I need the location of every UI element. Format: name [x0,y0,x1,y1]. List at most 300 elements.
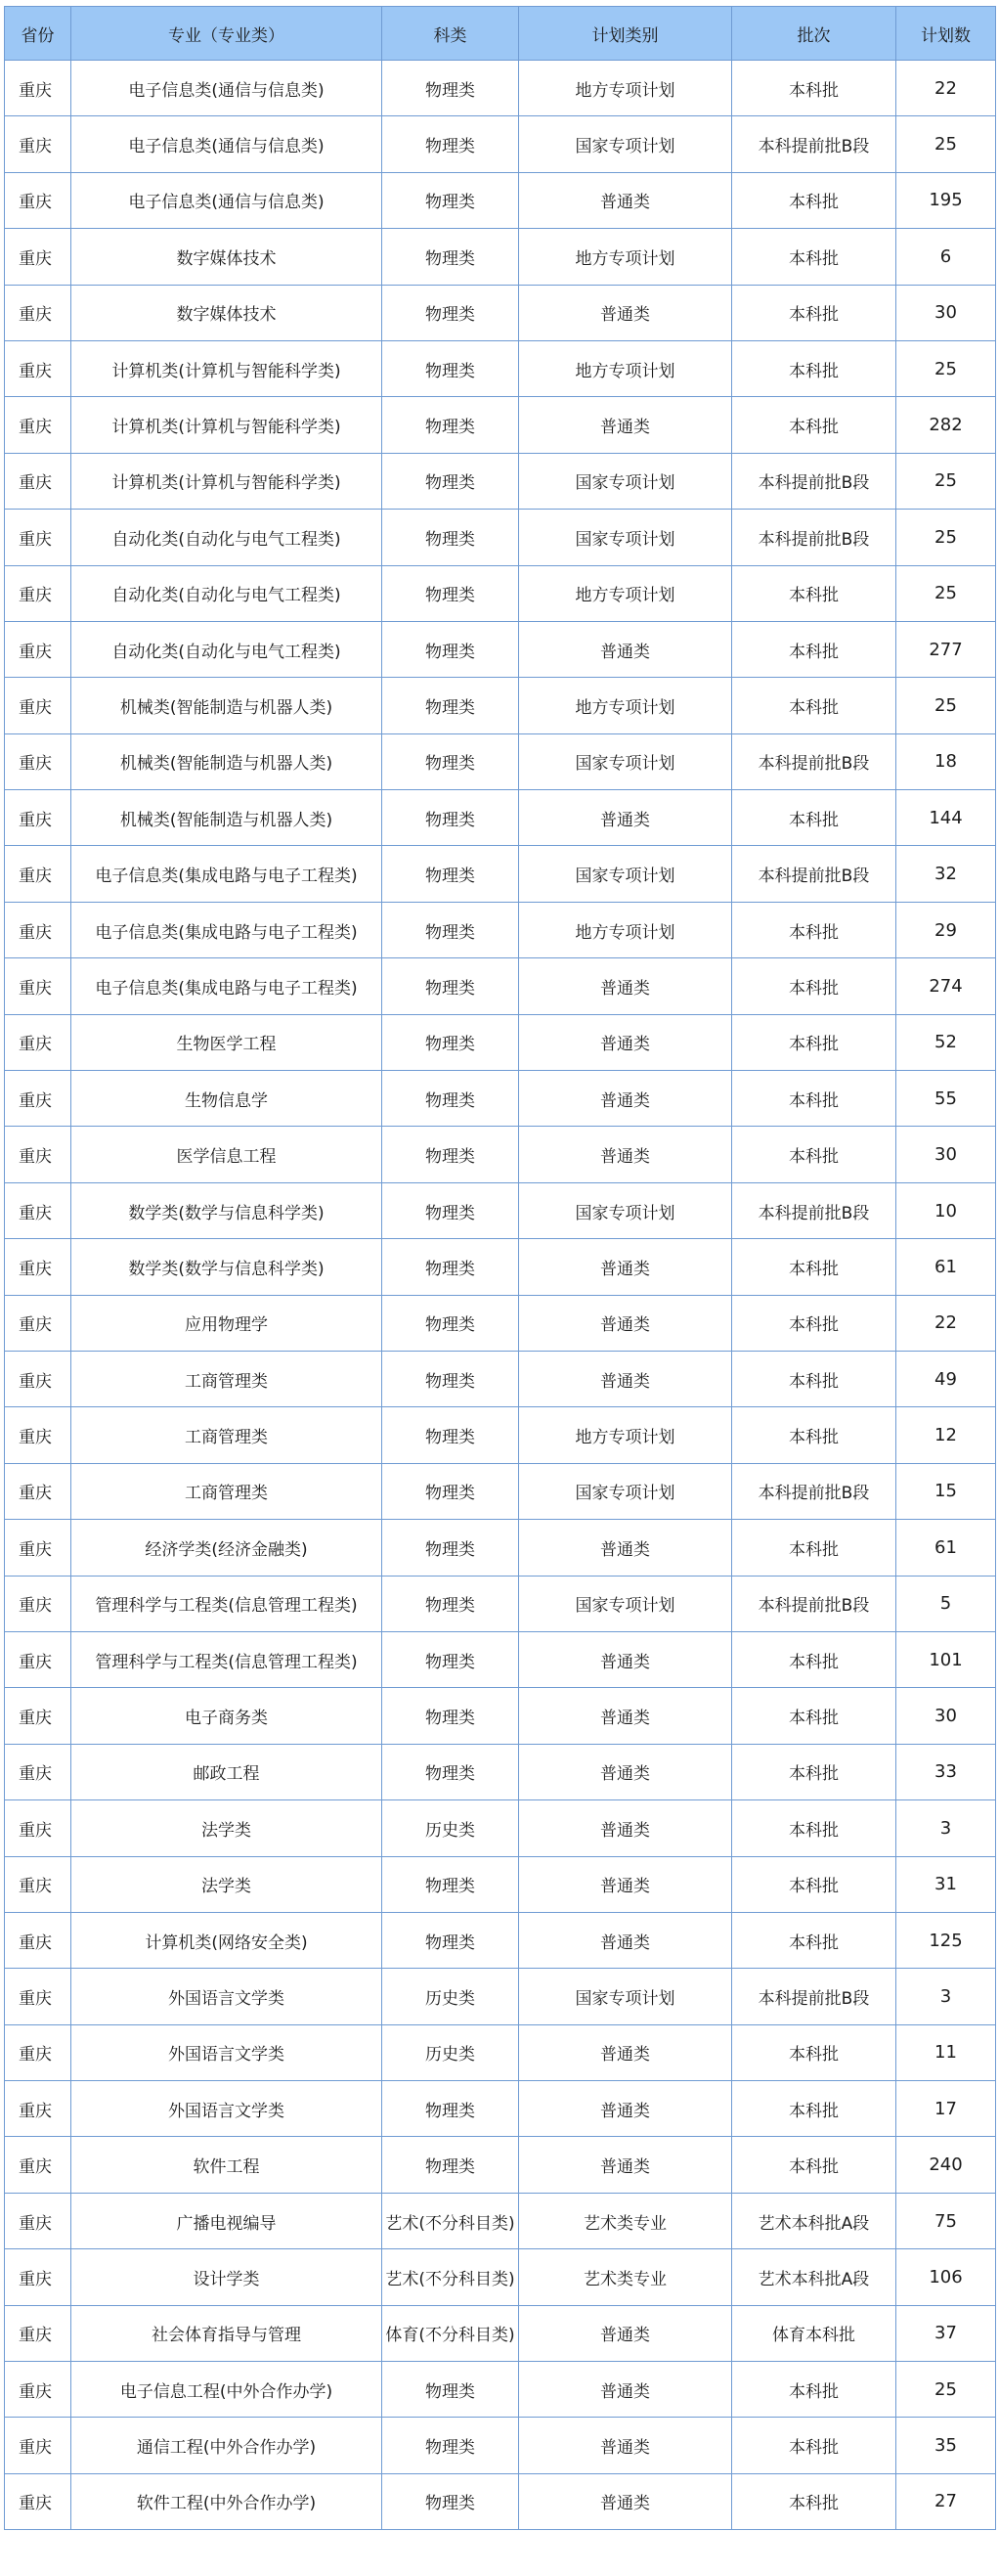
cell-plan-count: 52 [896,1014,996,1070]
table-row [5,733,996,789]
cell-province: 重庆 [5,2473,71,2529]
cell-major: 电子商务类 [71,1688,382,1744]
cell-batch: 本科提前批B段 [732,510,896,565]
cell-batch: 本科提前批B段 [732,1182,896,1238]
cell-batch: 本科批 [732,1351,896,1406]
cell-batch: 本科批 [732,1520,896,1576]
table-row [5,1631,996,1687]
cell-plan-type: 普通类 [519,2418,732,2473]
table-body [5,61,996,2530]
cell-batch: 本科批 [732,1407,896,1463]
cell-subject-category: 物理类 [382,1688,519,1744]
cell-plan-type: 国家专项计划 [519,733,732,789]
header-subject-category: 科类 [382,7,519,61]
cell-province: 重庆 [5,229,71,285]
cell-plan-count: 125 [896,1912,996,1968]
cell-plan-count: 25 [896,565,996,621]
cell-batch: 本科提前批B段 [732,453,896,509]
cell-province: 重庆 [5,340,71,396]
table-row [5,678,996,733]
cell-plan-count: 25 [896,453,996,509]
cell-major: 自动化类(自动化与电气工程类) [71,565,382,621]
cell-province: 重庆 [5,1407,71,1463]
cell-batch: 本科提前批B段 [732,846,896,902]
cell-plan-type: 地方专项计划 [519,61,732,116]
table-row [5,1295,996,1351]
cell-province: 重庆 [5,1969,71,2024]
cell-plan-type: 普通类 [519,1071,732,1127]
cell-subject-category: 物理类 [382,678,519,733]
cell-subject-category: 物理类 [382,1856,519,1912]
cell-batch: 体育本科批 [732,2305,896,2361]
cell-batch: 本科批 [732,1071,896,1127]
cell-plan-type: 国家专项计划 [519,846,732,902]
cell-plan-type: 普通类 [519,958,732,1014]
cell-major: 生物医学工程 [71,1014,382,1070]
cell-plan-count: 31 [896,1856,996,1912]
cell-major: 机械类(智能制造与机器人类) [71,733,382,789]
cell-batch: 本科批 [732,1631,896,1687]
cell-plan-count: 12 [896,1407,996,1463]
cell-subject-category: 物理类 [382,1576,519,1631]
cell-plan-type: 地方专项计划 [519,229,732,285]
table-row [5,453,996,509]
cell-plan-type: 普通类 [519,397,732,453]
cell-plan-count: 277 [896,621,996,677]
cell-batch: 本科批 [732,1127,896,1182]
cell-plan-count: 33 [896,1744,996,1799]
cell-subject-category: 物理类 [382,1744,519,1799]
cell-plan-count: 55 [896,1071,996,1127]
table-row [5,340,996,396]
cell-plan-count: 5 [896,1576,996,1631]
cell-plan-type: 普通类 [519,1856,732,1912]
cell-batch: 本科批 [732,678,896,733]
cell-province: 重庆 [5,958,71,1014]
table-row [5,2081,996,2137]
cell-plan-count: 30 [896,1688,996,1744]
table-row [5,621,996,677]
cell-province: 重庆 [5,678,71,733]
cell-batch: 本科批 [732,2473,896,2529]
cell-major: 外国语言文学类 [71,2081,382,2137]
cell-plan-type: 普通类 [519,1520,732,1576]
cell-plan-count: 35 [896,2418,996,2473]
table-row [5,2473,996,2529]
cell-major: 管理科学与工程类(信息管理工程类) [71,1576,382,1631]
cell-batch: 艺术本科批A段 [732,2193,896,2248]
cell-province: 重庆 [5,1182,71,1238]
table-row [5,2305,996,2361]
cell-province: 重庆 [5,902,71,957]
table-row [5,1014,996,1070]
cell-province: 重庆 [5,172,71,228]
cell-province: 重庆 [5,61,71,116]
cell-major: 计算机类(计算机与智能科学类) [71,453,382,509]
cell-province: 重庆 [5,1744,71,1799]
cell-major: 电子信息类(集成电路与电子工程类) [71,958,382,1014]
cell-plan-count: 101 [896,1631,996,1687]
cell-plan-count: 29 [896,902,996,957]
cell-plan-type: 国家专项计划 [519,1969,732,2024]
cell-plan-count: 61 [896,1239,996,1295]
cell-subject-category: 物理类 [382,510,519,565]
table-row [5,1576,996,1631]
table-row [5,2249,996,2305]
table-row [5,1800,996,1856]
cell-major: 计算机类(网络安全类) [71,1912,382,1968]
cell-plan-count: 22 [896,61,996,116]
cell-plan-count: 32 [896,846,996,902]
cell-subject-category: 物理类 [382,733,519,789]
cell-subject-category: 物理类 [382,621,519,677]
cell-major: 生物信息学 [71,1071,382,1127]
cell-province: 重庆 [5,621,71,677]
cell-subject-category: 物理类 [382,61,519,116]
table-row [5,1407,996,1463]
enrollment-plan-table [4,6,996,2530]
table-row [5,2193,996,2248]
cell-plan-count: 27 [896,2473,996,2529]
table-row [5,1182,996,1238]
cell-subject-category: 物理类 [382,1463,519,1519]
cell-major: 法学类 [71,1800,382,1856]
cell-batch: 本科提前批B段 [732,1969,896,2024]
cell-plan-count: 25 [896,116,996,172]
cell-province: 重庆 [5,2081,71,2137]
cell-plan-type: 普通类 [519,1744,732,1799]
cell-major: 经济学类(经济金融类) [71,1520,382,1576]
cell-plan-type: 普通类 [519,1631,732,1687]
header-province: 省份 [5,7,71,61]
cell-plan-type: 普通类 [519,1239,732,1295]
cell-major: 电子信息工程(中外合作办学) [71,2362,382,2418]
cell-major: 邮政工程 [71,1744,382,1799]
cell-subject-category: 物理类 [382,1127,519,1182]
cell-plan-type: 普通类 [519,2473,732,2529]
cell-subject-category: 物理类 [382,1351,519,1406]
cell-plan-type: 普通类 [519,1127,732,1182]
cell-plan-type: 国家专项计划 [519,453,732,509]
cell-province: 重庆 [5,1295,71,1351]
cell-major: 管理科学与工程类(信息管理工程类) [71,1631,382,1687]
cell-province: 重庆 [5,733,71,789]
cell-major: 设计学类 [71,2249,382,2305]
cell-major: 电子信息类(通信与信息类) [71,61,382,116]
cell-major: 工商管理类 [71,1351,382,1406]
cell-batch: 本科批 [732,1014,896,1070]
cell-plan-count: 15 [896,1463,996,1519]
cell-batch: 艺术本科批A段 [732,2249,896,2305]
table-row [5,1351,996,1406]
table-row [5,172,996,228]
cell-plan-count: 30 [896,285,996,340]
cell-plan-type: 普通类 [519,1688,732,1744]
enrollment-plan-table-container [4,6,995,2530]
cell-subject-category: 物理类 [382,116,519,172]
cell-plan-count: 75 [896,2193,996,2248]
cell-subject-category: 艺术(不分科目类) [382,2193,519,2248]
table-row [5,1688,996,1744]
table-row [5,790,996,846]
cell-batch: 本科批 [732,1239,896,1295]
cell-batch: 本科批 [732,397,896,453]
cell-province: 重庆 [5,2418,71,2473]
cell-plan-count: 25 [896,510,996,565]
table-row [5,2362,996,2418]
cell-subject-category: 物理类 [382,1239,519,1295]
cell-batch: 本科批 [732,958,896,1014]
cell-province: 重庆 [5,2305,71,2361]
cell-province: 重庆 [5,1520,71,1576]
cell-major: 工商管理类 [71,1407,382,1463]
cell-province: 重庆 [5,285,71,340]
cell-subject-category: 历史类 [382,2024,519,2080]
cell-major: 软件工程 [71,2137,382,2193]
cell-major: 医学信息工程 [71,1127,382,1182]
header-batch: 批次 [732,7,896,61]
cell-plan-type: 国家专项计划 [519,1182,732,1238]
cell-plan-count: 274 [896,958,996,1014]
cell-plan-count: 282 [896,397,996,453]
cell-subject-category: 物理类 [382,2473,519,2529]
cell-batch: 本科批 [732,790,896,846]
cell-plan-type: 普通类 [519,1912,732,1968]
cell-province: 重庆 [5,1014,71,1070]
cell-major: 工商管理类 [71,1463,382,1519]
table-row [5,2137,996,2193]
cell-major: 电子信息类(集成电路与电子工程类) [71,846,382,902]
table-row [5,1463,996,1519]
cell-subject-category: 体育(不分科目类) [382,2305,519,2361]
cell-batch: 本科批 [732,565,896,621]
cell-subject-category: 物理类 [382,2137,519,2193]
cell-province: 重庆 [5,1351,71,1406]
cell-plan-type: 普通类 [519,1351,732,1406]
cell-plan-count: 6 [896,229,996,285]
table-row [5,1520,996,1576]
cell-plan-count: 49 [896,1351,996,1406]
table-row [5,565,996,621]
cell-province: 重庆 [5,453,71,509]
table-row [5,116,996,172]
cell-subject-category: 物理类 [382,565,519,621]
cell-batch: 本科批 [732,172,896,228]
cell-subject-category: 物理类 [382,958,519,1014]
cell-major: 数字媒体技术 [71,229,382,285]
cell-plan-type: 地方专项计划 [519,565,732,621]
cell-plan-type: 国家专项计划 [519,1463,732,1519]
cell-major: 电子信息类(通信与信息类) [71,116,382,172]
cell-major: 软件工程(中外合作办学) [71,2473,382,2529]
cell-plan-type: 普通类 [519,790,732,846]
header-row [5,7,996,61]
cell-major: 电子信息类(集成电路与电子工程类) [71,902,382,957]
cell-province: 重庆 [5,2024,71,2080]
cell-plan-count: 3 [896,1800,996,1856]
cell-plan-type: 地方专项计划 [519,902,732,957]
cell-major: 数学类(数学与信息科学类) [71,1239,382,1295]
cell-plan-count: 61 [896,1520,996,1576]
cell-province: 重庆 [5,397,71,453]
table-row [5,902,996,957]
table-row [5,1856,996,1912]
cell-province: 重庆 [5,565,71,621]
cell-subject-category: 物理类 [382,1295,519,1351]
cell-batch: 本科批 [732,2418,896,2473]
cell-batch: 本科批 [732,340,896,396]
table-row [5,510,996,565]
cell-subject-category: 物理类 [382,340,519,396]
cell-plan-type: 普通类 [519,621,732,677]
cell-major: 计算机类(计算机与智能科学类) [71,340,382,396]
cell-plan-type: 地方专项计划 [519,678,732,733]
cell-batch: 本科批 [732,621,896,677]
cell-batch: 本科提前批B段 [732,1576,896,1631]
cell-plan-count: 25 [896,2362,996,2418]
cell-major: 机械类(智能制造与机器人类) [71,678,382,733]
cell-subject-category: 艺术(不分科目类) [382,2249,519,2305]
cell-subject-category: 物理类 [382,1520,519,1576]
cell-plan-type: 普通类 [519,2362,732,2418]
cell-batch: 本科批 [732,1800,896,1856]
cell-major: 广播电视编导 [71,2193,382,2248]
cell-major: 机械类(智能制造与机器人类) [71,790,382,846]
cell-subject-category: 物理类 [382,846,519,902]
cell-major: 法学类 [71,1856,382,1912]
table-row [5,1071,996,1127]
cell-batch: 本科提前批B段 [732,1463,896,1519]
cell-plan-type: 艺术类专业 [519,2193,732,2248]
cell-province: 重庆 [5,116,71,172]
cell-subject-category: 物理类 [382,1631,519,1687]
cell-plan-type: 普通类 [519,2305,732,2361]
cell-major: 电子信息类(通信与信息类) [71,172,382,228]
cell-batch: 本科提前批B段 [732,116,896,172]
cell-plan-count: 3 [896,1969,996,2024]
table-row [5,397,996,453]
cell-batch: 本科批 [732,1295,896,1351]
table-row [5,846,996,902]
table-row [5,1127,996,1182]
cell-plan-type: 普通类 [519,1800,732,1856]
cell-batch: 本科批 [732,1912,896,1968]
cell-plan-type: 地方专项计划 [519,340,732,396]
cell-batch: 本科批 [732,229,896,285]
cell-plan-count: 195 [896,172,996,228]
cell-plan-type: 艺术类专业 [519,2249,732,2305]
cell-plan-count: 10 [896,1182,996,1238]
table-row [5,2024,996,2080]
cell-province: 重庆 [5,1688,71,1744]
cell-subject-category: 物理类 [382,172,519,228]
cell-plan-type: 普通类 [519,2137,732,2193]
cell-major: 数字媒体技术 [71,285,382,340]
cell-province: 重庆 [5,1631,71,1687]
cell-subject-category: 物理类 [382,1014,519,1070]
table-row [5,1969,996,2024]
cell-province: 重庆 [5,1071,71,1127]
cell-plan-count: 11 [896,2024,996,2080]
header-plan-type: 计划类别 [519,7,732,61]
cell-plan-type: 地方专项计划 [519,1407,732,1463]
cell-batch: 本科批 [732,2137,896,2193]
cell-subject-category: 物理类 [382,902,519,957]
cell-plan-type: 国家专项计划 [519,510,732,565]
cell-plan-type: 普通类 [519,172,732,228]
cell-province: 重庆 [5,2193,71,2248]
cell-subject-category: 物理类 [382,1182,519,1238]
table-row [5,958,996,1014]
cell-major: 社会体育指导与管理 [71,2305,382,2361]
table-row [5,1912,996,1968]
table-row [5,285,996,340]
cell-province: 重庆 [5,2362,71,2418]
table-row [5,61,996,116]
table-row [5,2418,996,2473]
cell-province: 重庆 [5,1576,71,1631]
cell-province: 重庆 [5,510,71,565]
cell-batch: 本科批 [732,1856,896,1912]
cell-batch: 本科批 [732,285,896,340]
cell-province: 重庆 [5,1127,71,1182]
cell-plan-count: 37 [896,2305,996,2361]
cell-major: 应用物理学 [71,1295,382,1351]
cell-major: 计算机类(计算机与智能科学类) [71,397,382,453]
cell-plan-type: 国家专项计划 [519,1576,732,1631]
cell-subject-category: 物理类 [382,453,519,509]
cell-subject-category: 历史类 [382,1969,519,2024]
cell-plan-type: 普通类 [519,1295,732,1351]
cell-province: 重庆 [5,790,71,846]
header-plan-count: 计划数 [896,7,996,61]
cell-subject-category: 物理类 [382,229,519,285]
cell-major: 通信工程(中外合作办学) [71,2418,382,2473]
cell-plan-type: 国家专项计划 [519,116,732,172]
cell-plan-count: 144 [896,790,996,846]
cell-province: 重庆 [5,1239,71,1295]
cell-plan-count: 25 [896,678,996,733]
cell-plan-type: 普通类 [519,2081,732,2137]
cell-batch: 本科批 [732,1688,896,1744]
cell-batch: 本科批 [732,61,896,116]
cell-plan-count: 30 [896,1127,996,1182]
cell-subject-category: 物理类 [382,790,519,846]
cell-province: 重庆 [5,1800,71,1856]
cell-province: 重庆 [5,846,71,902]
cell-batch: 本科批 [732,1744,896,1799]
cell-subject-category: 物理类 [382,2418,519,2473]
cell-plan-count: 240 [896,2137,996,2193]
cell-batch: 本科批 [732,2081,896,2137]
header-major: 专业（专业类） [71,7,382,61]
cell-major: 自动化类(自动化与电气工程类) [71,510,382,565]
table-row [5,1239,996,1295]
cell-subject-category: 历史类 [382,1800,519,1856]
table-row [5,1744,996,1799]
cell-province: 重庆 [5,1912,71,1968]
cell-subject-category: 物理类 [382,1407,519,1463]
cell-plan-count: 17 [896,2081,996,2137]
table-header [5,7,996,61]
cell-major: 自动化类(自动化与电气工程类) [71,621,382,677]
cell-province: 重庆 [5,2249,71,2305]
cell-plan-count: 106 [896,2249,996,2305]
cell-subject-category: 物理类 [382,285,519,340]
cell-plan-type: 普通类 [519,2024,732,2080]
cell-subject-category: 物理类 [382,2081,519,2137]
cell-plan-type: 普通类 [519,285,732,340]
